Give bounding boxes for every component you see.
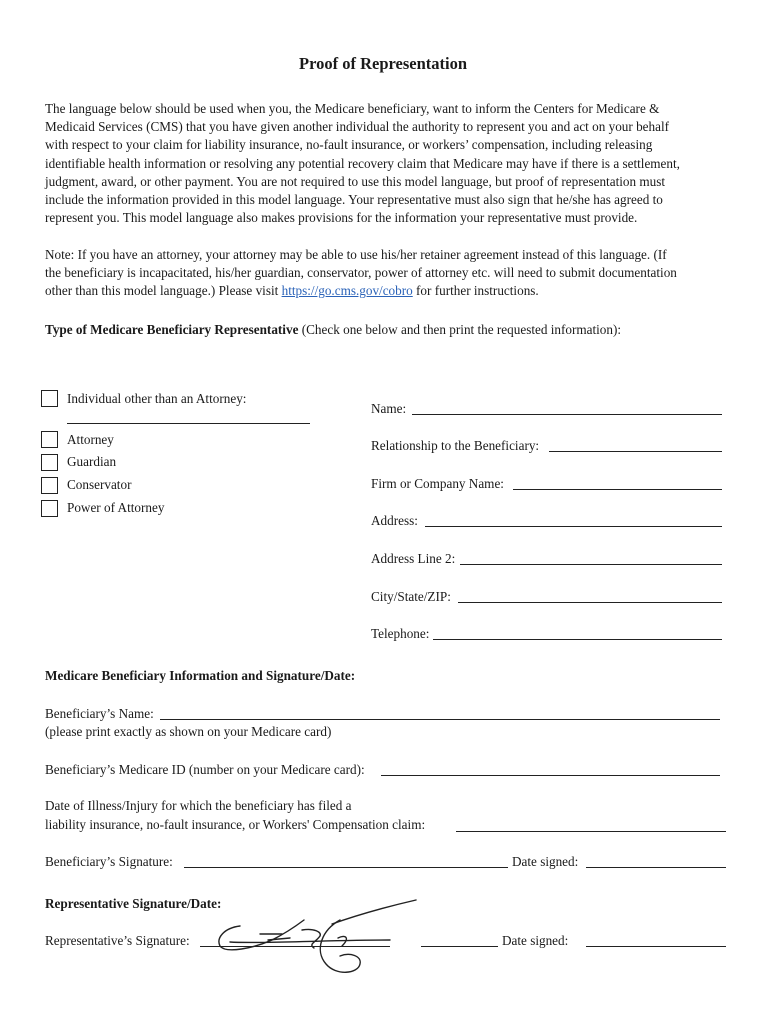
- checkbox-guardian[interactable]: [41, 454, 58, 471]
- beneficiary-signature-label: Beneficiary’s Signature:: [45, 854, 173, 869]
- rep-telephone-label: Telephone:: [371, 626, 430, 641]
- rep-address-label: Address:: [371, 513, 418, 528]
- date-illness-label-line2: liability insurance, no-fault insurance, or Workers' Compensation claim:: [45, 817, 426, 832]
- intro-line: represent you. This model language also makes provisions for the information your representative must provide.: [45, 210, 638, 226]
- intro-line: The language below should be used when you, the Medicare beneficiary, want to inform the Centers for Medicare &: [45, 101, 660, 116]
- rep-city-line[interactable]: [458, 602, 722, 603]
- individual-type-line[interactable]: [67, 423, 310, 424]
- cobro-link[interactable]: https://go.cms.gov/cobro: [281, 283, 413, 299]
- intro-line: with respect to your claim for liability insurance, no-fault insurance, or workers’ compensation, including releasing: [45, 137, 653, 153]
- rep-telephone-line[interactable]: [433, 639, 722, 640]
- option-conservator-label: Conservator: [67, 477, 132, 492]
- intro-line: identifiable health information or resolving any potential recovery claim that Medicare may have if there is a settlement,: [45, 155, 680, 171]
- representative-signature-line-extra[interactable]: [421, 946, 498, 947]
- intro-line: Medicaid Services (CMS) that you have given another individual the authority to represent you and act on your behalf: [45, 119, 670, 135]
- rep-firm-line[interactable]: [513, 489, 722, 490]
- beneficiary-name-label: Beneficiary’s Name:: [45, 706, 154, 721]
- note-paragraph: [45, 246, 723, 301]
- note-text: other than this model language.) Please visit: [45, 283, 282, 299]
- rep-firm-label: Firm or Company Name:: [371, 476, 504, 491]
- representative-signature-label: Representative’s Signature:: [45, 933, 190, 948]
- beneficiary-name-note: (please print exactly as shown on your Medicare card): [45, 724, 332, 739]
- intro-line: judgment, award, or other payment. You are not required to use this model language, but proof of representation must: [45, 173, 666, 189]
- option-poa-label: Power of Attorney: [67, 500, 165, 515]
- handwritten-signature: [210, 898, 430, 986]
- representative-date-signed-line[interactable]: [586, 946, 726, 947]
- intro-line: include the information provided in this model language. Your representative must also sign that he/she has agreed to: [45, 192, 663, 208]
- date-illness-line[interactable]: [456, 831, 726, 832]
- note-line: [45, 282, 723, 300]
- rep-name-label: Name:: [371, 401, 407, 416]
- beneficiary-name-line[interactable]: [160, 719, 720, 720]
- checkbox-conservator[interactable]: [41, 477, 58, 494]
- note-line: Note: If you have an attorney, your attorney may be able to use his/her retainer agreement instead of this language. (If: [45, 247, 667, 262]
- beneficiary-id-line[interactable]: [381, 775, 720, 776]
- beneficiary-date-signed-label: Date signed:: [512, 854, 579, 869]
- beneficiary-signature-line[interactable]: [184, 867, 508, 868]
- rep-address2-line[interactable]: [460, 564, 722, 565]
- rep-address-line[interactable]: [425, 526, 722, 527]
- type-heading-bold: Type of Medicare Beneficiary Representative: [45, 322, 299, 337]
- representative-date-signed-label: Date signed:: [502, 933, 569, 948]
- rep-relationship-line[interactable]: [549, 451, 722, 452]
- option-individual-label: Individual other than an Attorney:: [67, 391, 247, 406]
- checkbox-individual[interactable]: [41, 390, 58, 407]
- rep-name-line[interactable]: [412, 414, 722, 415]
- option-guardian-label: Guardian: [67, 454, 117, 469]
- intro-paragraph: [45, 100, 723, 227]
- rep-city-label: City/State/ZIP:: [371, 589, 451, 604]
- note-line: the beneficiary is incapacitated, his/her guardian, conservator, power of attorney etc. will need to submit documentation: [45, 265, 677, 281]
- representative-heading: Representative Signature/Date:: [45, 896, 222, 911]
- note-text: for further instructions.: [412, 283, 539, 299]
- date-illness-label-line1: Date of Illness/Injury for which the beneficiary has filed a: [45, 798, 352, 813]
- checkbox-power-of-attorney[interactable]: [41, 500, 58, 517]
- beneficiary-date-signed-line[interactable]: [586, 867, 726, 868]
- type-heading-rest: (Check one below and then print the requested information):: [298, 322, 622, 337]
- rep-address2-label: Address Line 2:: [371, 551, 456, 566]
- type-heading: [45, 322, 621, 338]
- option-attorney-label: Attorney: [67, 432, 114, 447]
- checkbox-attorney[interactable]: [41, 431, 58, 448]
- beneficiary-heading: Medicare Beneficiary Information and Signature/Date:: [45, 668, 356, 683]
- rep-relationship-label: Relationship to the Beneficiary:: [371, 438, 540, 453]
- beneficiary-id-label: Beneficiary’s Medicare ID (number on your Medicare card):: [45, 762, 365, 777]
- page-title: Proof of Representation: [298, 54, 468, 73]
